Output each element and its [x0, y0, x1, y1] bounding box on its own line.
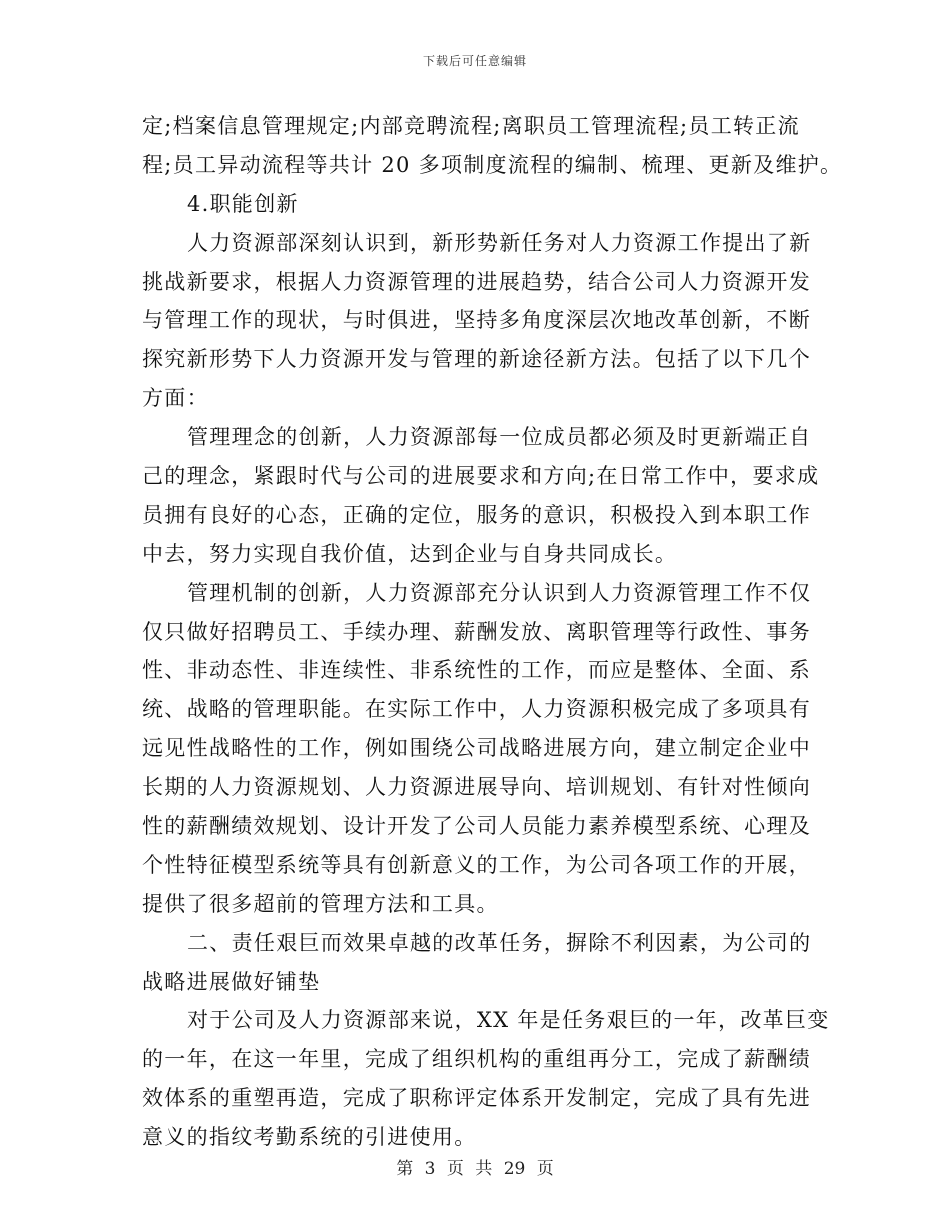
- text-line: 挑战新要求，根据人力资源管理的进展趋势，结合公司人力资源开发: [142, 269, 811, 294]
- paragraph-first-line: 管理理念的创新，人力资源部每一位成员都必须及时更新端正自: [187, 425, 812, 450]
- paragraph-first-line: 管理机制的创新，人力资源部充分认识到人力资源管理工作不仅: [187, 580, 812, 605]
- page-number-footer: 第 3 页 共 29 页: [396, 1159, 554, 1179]
- text-line: 意义的指纹考勤系统的引进使用。: [142, 1125, 477, 1150]
- text-line: 员拥有良好的心态，正确的定位，服务的意识，积极投入到本职工作: [142, 502, 811, 527]
- section-heading-continued: 战略进展做好铺垫: [142, 969, 321, 994]
- text-line: 性、非动态性、非连续性、非系统性的工作，而应是整体、全面、系: [142, 658, 811, 683]
- text-line: 性的薪酬绩效规划、设计开发了公司人员能力素养模型系统、心理及: [142, 814, 811, 839]
- text-line: 方面：: [142, 386, 209, 411]
- text-line: 探究新形势下人力资源开发与管理的新途径新方法。包括了以下几个: [142, 347, 811, 372]
- paragraph-first-line: 对于公司及人力资源部来说，XX 年是任务艰巨的一年，改革巨变: [187, 1008, 830, 1033]
- section-heading: 4.职能创新: [187, 191, 299, 216]
- document-body: [142, 107, 843, 1157]
- text-line: 仅只做好招聘员工、手续办理、薪酬发放、离职管理等行政性、事务: [142, 619, 811, 644]
- text-line: 长期的人力资源规划、人力资源进展导向、培训规划、有针对性倾向: [142, 775, 811, 800]
- text-line: 个性特征模型系统等具有创新意义的工作，为公司各项工作的开展，: [142, 852, 811, 877]
- text-line: 定;档案信息管理规定;内部竞聘流程;离职员工管理流程;员工转正流: [142, 114, 800, 138]
- text-line: 己的理念，紧跟时代与公司的进展要求和方向;在日常工作中，要求成: [142, 464, 820, 489]
- text-line: 提供了很多超前的管理方法和工具。: [142, 891, 499, 916]
- text-line: 中去，努力实现自我价值，达到企业与自身共同成长。: [142, 541, 678, 566]
- text-line: 统、战略的管理职能。在实际工作中，人力资源积极完成了多项具有: [142, 697, 811, 722]
- text-line: 程;员工异动流程等共计 20 多项制度流程的编制、梳理、更新及维护。: [142, 152, 843, 177]
- page-header: 下载后可任意编辑: [422, 54, 527, 68]
- text-line: 与管理工作的现状，与时俱进，坚持多角度深层次地改革创新，不断: [142, 308, 811, 333]
- text-line: 的一年，在这一年里，完成了组织机构的重组再分工，完成了薪酬绩: [142, 1047, 811, 1072]
- paragraph-first-line: 人力资源部深刻认识到，新形势新任务对人力资源工作提出了新: [187, 230, 812, 255]
- section-heading: 二、责任艰巨而效果卓越的改革任务，摒除不利因素，为公司的: [187, 930, 812, 955]
- text-line: 效体系的重塑再造，完成了职称评定体系开发制定，完成了具有先进: [142, 1086, 811, 1111]
- text-line: 远见性战略性的工作，例如围绕公司战略进展方向，建立制定企业中: [142, 736, 811, 761]
